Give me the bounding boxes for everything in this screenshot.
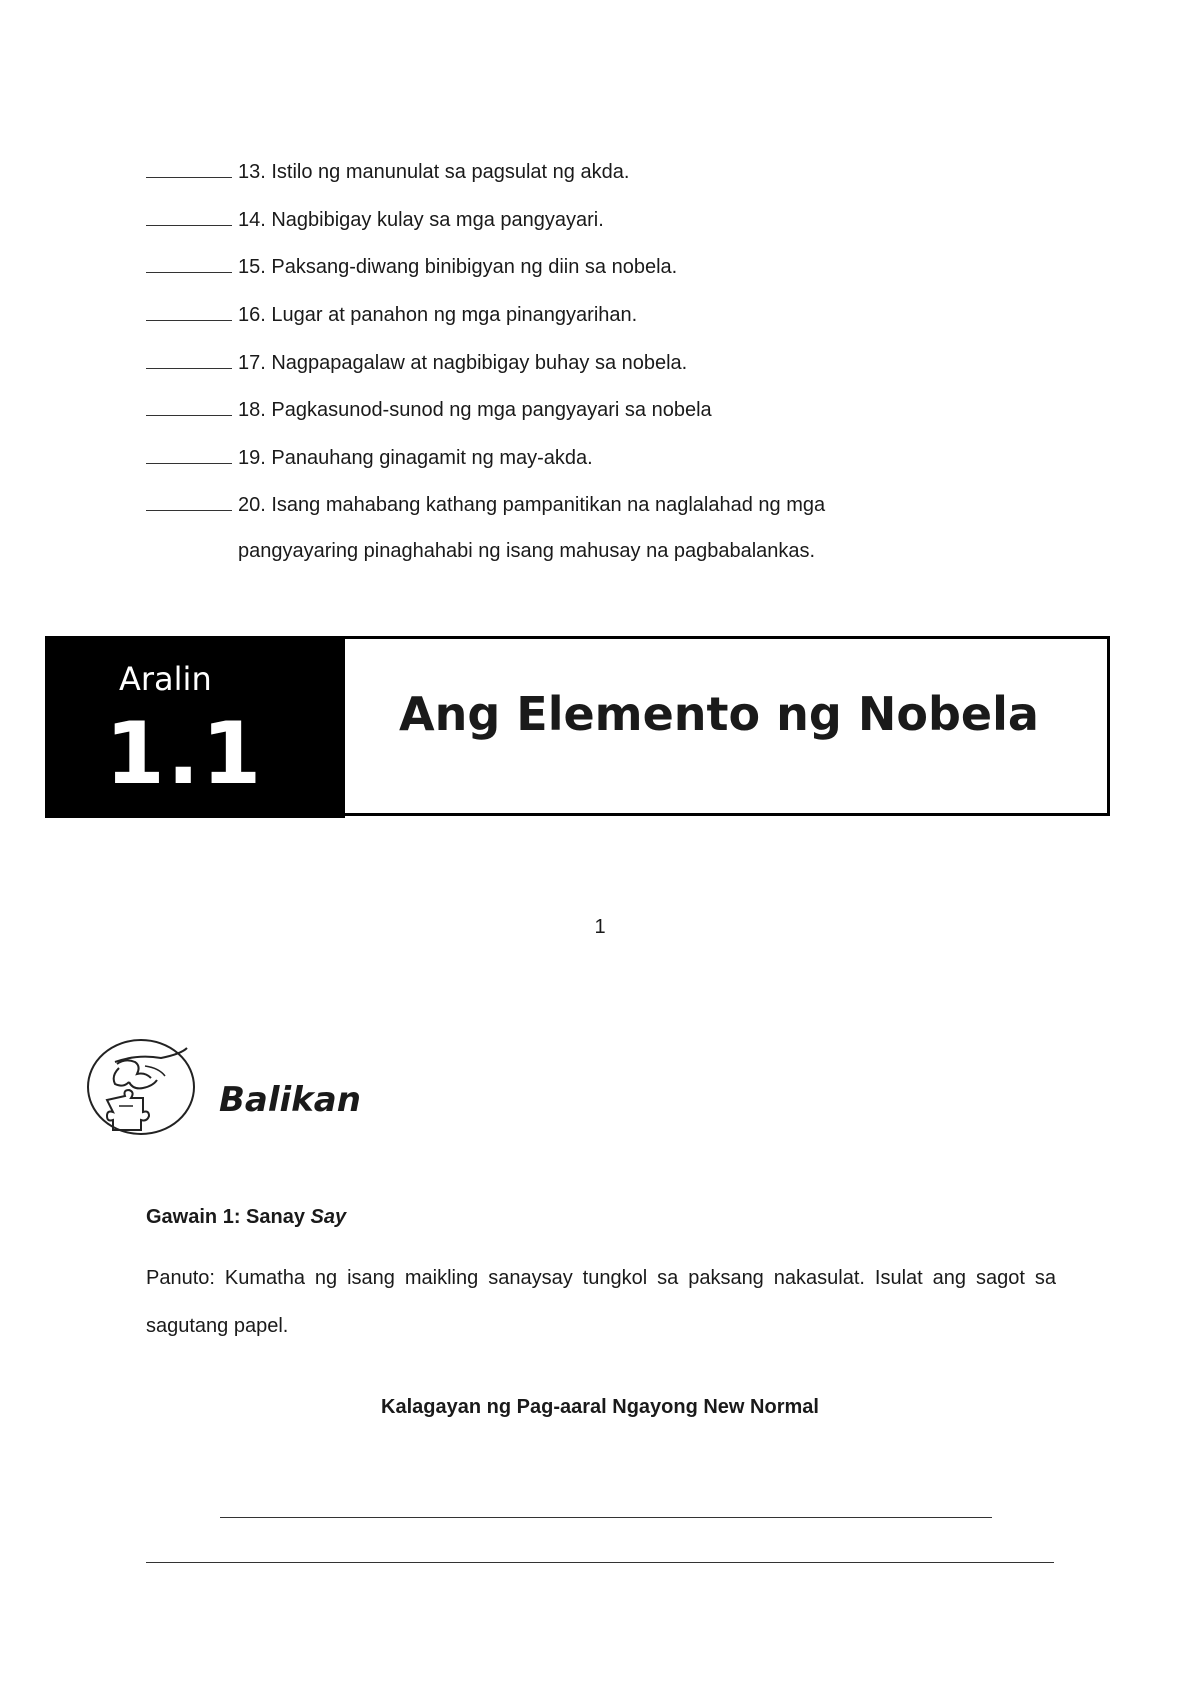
review-item-17: [146, 349, 687, 375]
lesson-title: Ang Elemento ng Nobela: [399, 687, 1039, 741]
item-text: 17. Nagpapagalaw at nagbibigay buhay sa nobela.: [238, 352, 688, 374]
instructions: Panuto: Kumatha ng isang maikling sanaysay tungkol sa paksang nakasulat. Isulat ang sagot sa sagutang papel.: [146, 1267, 1056, 1337]
activity-heading: [146, 1206, 346, 1229]
activity-label-italic: Say: [310, 1206, 347, 1228]
item-text-continuation: pangyayaring pinaghahabi ng isang mahusay na pagbabalankas.: [238, 540, 816, 562]
answer-blank[interactable]: [146, 396, 232, 416]
activity-label: Gawain 1: Sanay: [146, 1206, 311, 1228]
lesson-number-block: [45, 636, 345, 818]
answer-blank[interactable]: [146, 491, 232, 511]
lesson-label: Aralin: [119, 660, 212, 698]
lesson-number: 1.1: [105, 704, 264, 804]
lesson-title-block: [345, 636, 1110, 816]
review-item-13: [146, 158, 629, 184]
review-item-16: [146, 301, 637, 327]
answer-blank[interactable]: [146, 158, 232, 178]
item-text: 15. Paksang-diwang binibigyan ng diin sa nobela.: [238, 256, 678, 278]
item-text: 20. Isang mahabang kathang pampanitikan na naglalahad ng mga: [238, 494, 826, 516]
review-item-14: [146, 206, 604, 232]
item-text: 16. Lugar at panahon ng mga pinangyarihan.: [238, 304, 638, 326]
section-title: Balikan: [219, 1080, 361, 1120]
review-item-18: [146, 396, 712, 422]
page-number: 1: [594, 916, 606, 938]
answer-blank[interactable]: [146, 349, 232, 369]
writing-line[interactable]: [146, 1562, 1054, 1563]
hand-puzzle-icon: [85, 1036, 197, 1138]
item-text: 18. Pagkasunod-sunod ng mga pangyayari sa nobela: [238, 399, 712, 421]
review-item-19: [146, 444, 593, 470]
review-item-20: [146, 491, 826, 562]
writing-line[interactable]: [220, 1517, 992, 1518]
item-text: 13. Istilo ng manunulat sa pagsulat ng akda.: [238, 161, 630, 183]
answer-blank[interactable]: [146, 301, 232, 321]
answer-blank[interactable]: [146, 444, 232, 464]
item-text: 14. Nagbibigay kulay sa mga pangyayari.: [238, 209, 604, 231]
answer-blank[interactable]: [146, 206, 232, 226]
review-item-15: [146, 253, 677, 279]
answer-blank[interactable]: [146, 253, 232, 273]
item-text: 19. Panauhang ginagamit ng may-akda.: [238, 447, 593, 469]
essay-topic: Kalagayan ng Pag-aaral Ngayong New Normal: [381, 1396, 819, 1418]
